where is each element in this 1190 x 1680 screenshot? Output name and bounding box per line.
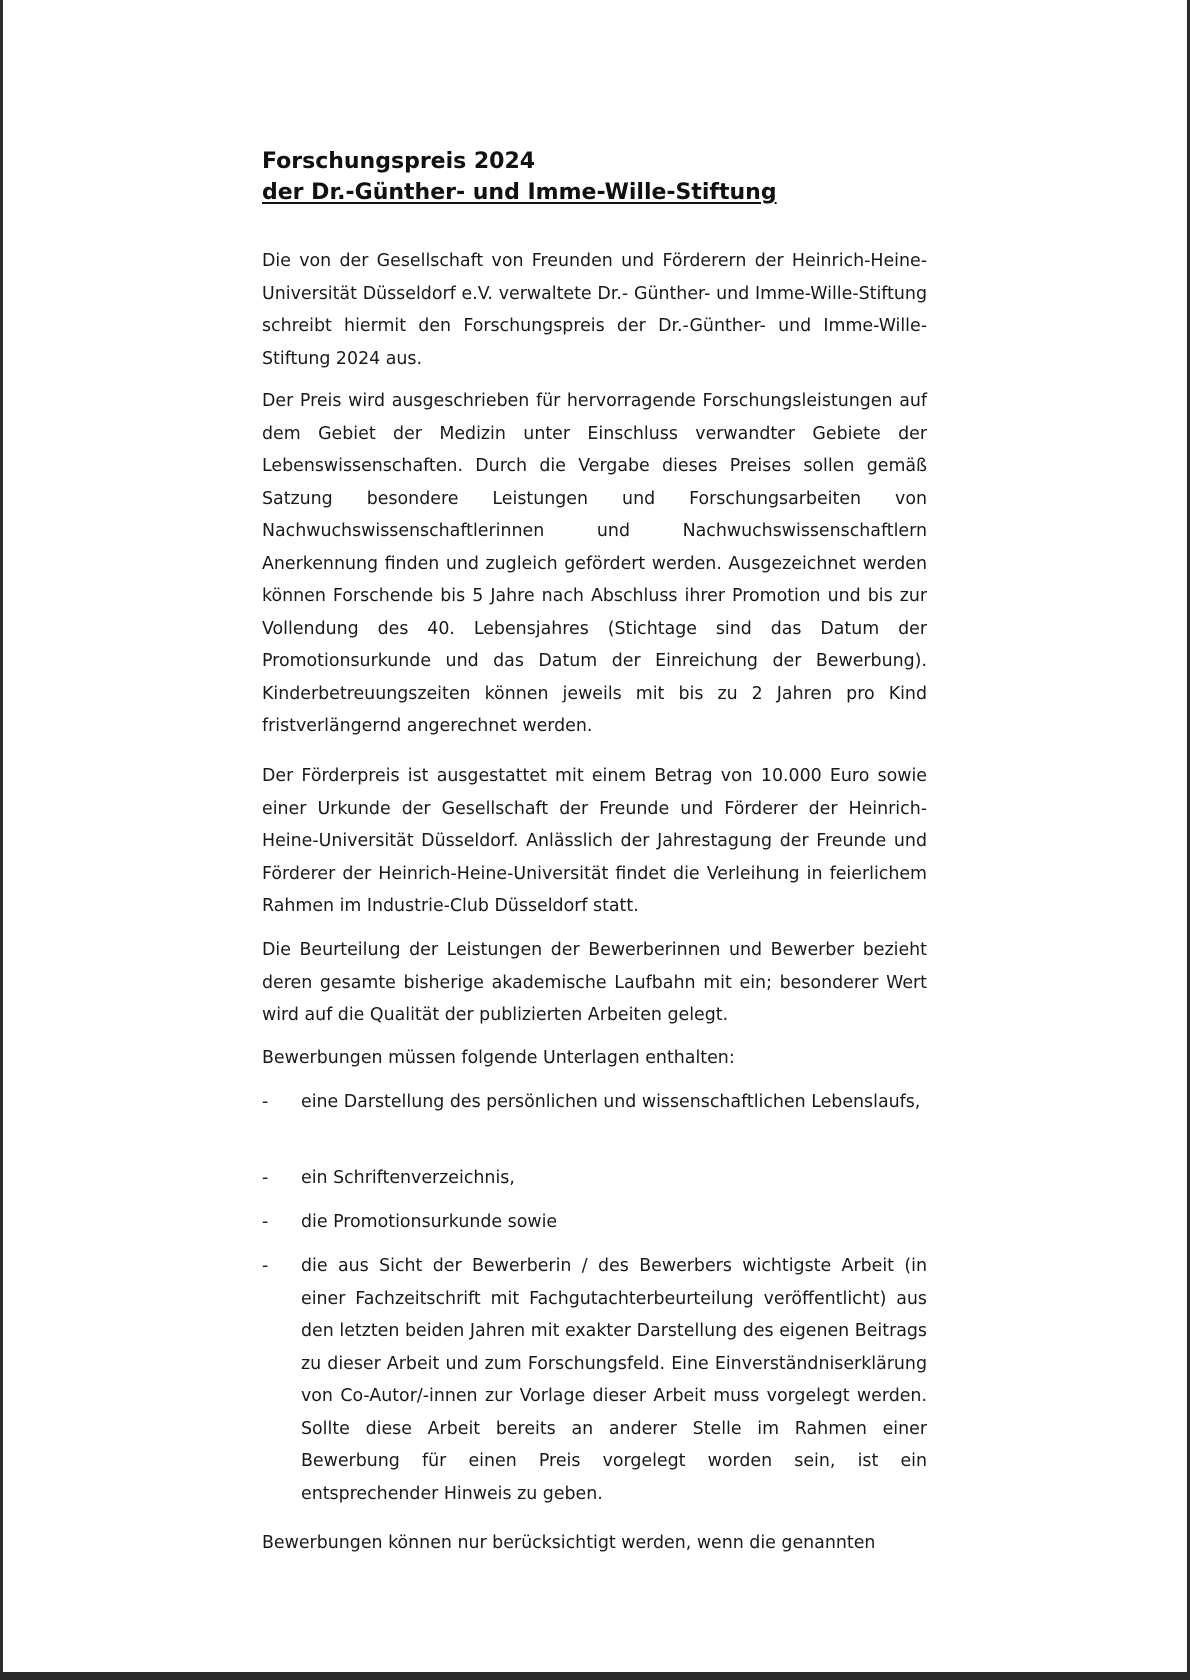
paragraph-requirements-intro: Bewerbungen müssen folgende Unterlagen enthalten:: [262, 1048, 735, 1068]
paragraph-intro: Die von der Gesellschaft von Freunden und Förderern der Heinrich-Heine-Universität Düsseldorf e.V. verwaltete Dr.- Günther- und Imme-Wille-Stiftung schreibt hiermit den Forschungspreis der Dr.-Günther- und Imme-Wille-Stiftung 2024 aus.: [262, 251, 927, 369]
paragraph-assessment: Die Beurteilung der Leistungen der Bewerberinnen und Bewerber bezieht deren gesamte bisherige akademische Laufbahn mit ein; besonderer Wert wird auf die Qualität der publizierten Arbeiten gelegt.: [262, 940, 927, 1025]
list-bullet: -: [262, 1092, 269, 1112]
list-item-text: eine Darstellung des persönlichen und wissenschaftlichen Lebenslaufs,: [301, 1092, 921, 1112]
paragraph-award: Der Förderpreis ist ausgestattet mit einem Betrag von 10.000 Euro sowie einer Urkunde der Gesellschaft der Freunde und Förderer der Heinrich-Heine-Universität Düsseldorf. Anlässlich der Jahrestagung der Freunde und Förderer der Heinrich-Heine-Universität findet die Verleihung in feierlichem Rahmen im Industrie-Club Düsseldorf statt.: [262, 766, 927, 916]
list-item-text: ein Schriftenverzeichnis,: [301, 1168, 515, 1188]
list-bullet: -: [262, 1212, 269, 1232]
list-bullet: -: [262, 1256, 269, 1276]
document-page: [3, 0, 1187, 1672]
document-subtitle: der Dr.-Günther- und Imme-Wille-Stiftung: [262, 180, 777, 205]
list-item-text: die aus Sicht der Bewerberin / des Bewerbers wichtigste Arbeit (in einer Fachzeitschrift mit Fachgutachterbeurteilung veröffentlicht) aus den letzten beiden Jahren mit exakter Darstellung des eigenen Beitrags zu dieser Arbeit und zum Forschungsfeld. Eine Einverständniserklärung von Co-Autor/-innen zur Vorlage dieser Arbeit muss vorgelegt werden. Sollte diese Arbeit bereits an anderer Stelle im Rahmen einer Bewerbung für einen Preis vorgelegt worden sein, ist ein entsprechender Hinweis zu geben.: [301, 1256, 927, 1504]
paragraph-purpose: Der Preis wird ausgeschrieben für hervorragende Forschungsleistungen auf dem Gebiet der Medizin unter Einschluss verwandter Gebiete der Lebenswissenschaften. Durch die Vergabe dieses Preises sollen gemäß Satzung besondere Leistungen und Forschungsarbeiten von Nachwuchswissenschaftlerinnen und Nachwuchswissenschaftlern Anerkennung finden und zugleich gefördert werden. Ausgezeichnet werden können Forschende bis 5 Jahre nach Abschluss ihrer Promotion und bis zur Vollendung des 40. Lebensjahres (Stichtage sind das Datum der Promotionsurkunde und das Datum der Einreichung der Bewerbung). Kinderbetreuungszeiten können jeweils mit bis zu 2 Jahren pro Kind fristverlängernd angerechnet werden.: [262, 391, 927, 736]
paragraph-closing: Bewerbungen können nur berücksichtigt werden, wenn die genannten: [262, 1533, 876, 1553]
list-bullet: -: [262, 1168, 269, 1188]
document-title: Forschungspreis 2024: [262, 149, 536, 174]
list-item-text: die Promotionsurkunde sowie: [301, 1212, 558, 1232]
